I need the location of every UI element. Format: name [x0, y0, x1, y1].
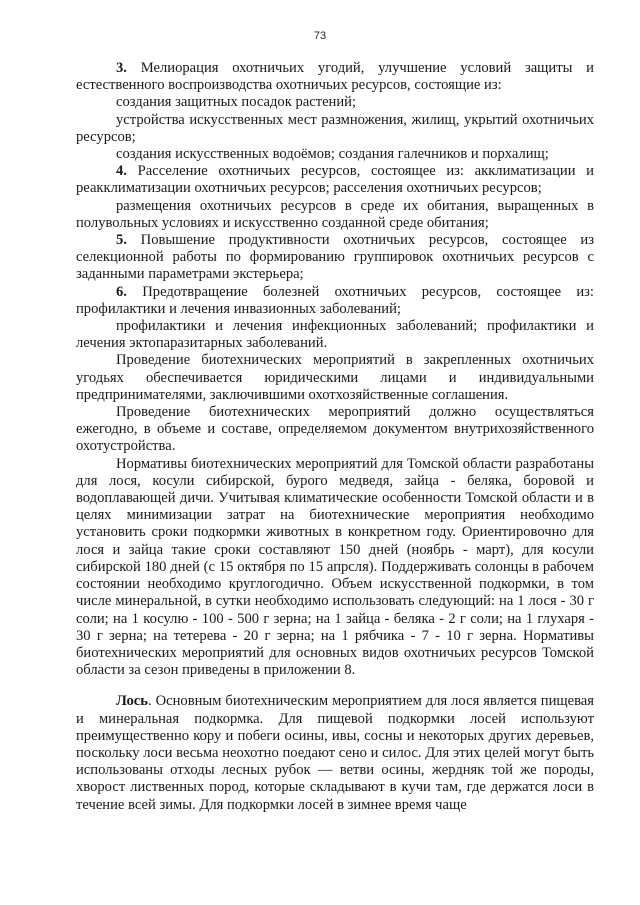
paragraph-subitem: создания защитных посадок растений; — [116, 94, 357, 111]
section-gap — [76, 679, 594, 693]
paragraph-moose — [76, 693, 594, 813]
paragraph-norms: Нормативы биотехнических мероприятий для Томской области разработаны для лося, косули сибирской, бурого медведя, зайца - беляка, боровой и водоплавающей дичи. Учитывая климатические особенности Томской области и в целях минимизации затрат на биотехнические мероприятия необходимо установить сроки подкормки животных в конкретном году. Ориентировочно для лося и зайца такие сроки составляют 150 дней (ноябрь - март), для косули сибирской 180 дней (с 15 октября по 15 апрсля). Поддерживать солонцы в рабочем состоянии необходимо круглогодично. Объем искусственной подкормки, в том числе минеральной, в сутки необходимо использовать следующий: на 1 лося - 30 г соли; на 1 косулю - 100 - 500 г зерна; на 1 зайца - беляка - 2 г соли; на 1 глухаря - 30 г зерна; на тетерева - 20 г зерна; на 1 рябчика - 7 - 10 г зерна. Нормативы биотехнических мероприятий для основных видов охотничьих ресурсов Томской области за сезон приведены в приложении 8. — [76, 455, 594, 679]
document-body — [76, 60, 594, 814]
paragraph: Проведение биотехнических мероприятий в закрепленных охотничьих угодьях обеспечивается юридическими лицами и индивидуальными предпринимателями, заключившими охотхозяйственные соглашения. — [76, 352, 594, 403]
paragraph-subitem: устройства искусственных мест размножения, жилищ, укрытий охотничьих ресурсов; — [76, 111, 594, 145]
paragraph-text: . Основным биотехническим мероприятием для лося является пищевая и минеральная подкормка. Для пищевой подкормки лосей используют преимущественно кору и побеги осины, ивы, сосны и некоторых других деревьев, поскольку лоси весьма неохотно поедают сено и силос. Для этих целей могут быть использованы отходы лесных рубок — ветви осины, жердняк той же породы, хворост лиственных пород, которые складывают в кучи там, где держатся лоси в течение всей зимы. Для подкормки лосей в зимнее время чаще — [76, 693, 594, 813]
paragraph-text: Расселение охотничьих ресурсов, состоящее из: акклиматизации и реакклиматизации охотничьих ресурсов; расселения охотничьих ресурсов; — [76, 163, 594, 197]
paragraph-subitem: создания искусственных водоёмов; создания галечников и порхалищ; — [116, 146, 549, 163]
paragraph-subitem: профилактики и лечения инфекционных заболеваний; профилактики и лечения эктопаразитарных заболеваний. — [76, 318, 594, 352]
item-number: 6. — [116, 283, 127, 300]
paragraph-item-4 — [76, 163, 594, 197]
page-number: 73 — [313, 30, 327, 42]
paragraph-item-3 — [76, 60, 594, 94]
item-number: 3. — [116, 60, 127, 76]
item-number: 4. — [116, 163, 127, 180]
paragraph-subitem: размещения охотничьих ресурсов в среде их обитания, выращенных в полувольных условиях и искусственно созданной среде обитания; — [76, 197, 594, 231]
paragraph: Проведение биотехнических мероприятий должно осуществляться ежегодно, в объеме и составе, определяемом документом внутрихозяйственного охотустройства. — [76, 404, 594, 455]
section-term: Лось — [116, 693, 149, 710]
item-number: 5. — [116, 232, 127, 249]
paragraph-item-6 — [76, 284, 594, 318]
paragraph-item-5 — [76, 232, 594, 284]
paragraph-text: Повышение продуктивности охотничьих ресурсов, состоящее из селекционной работы по формированию группировок охотничьих ресурсов с заданными параметрами экстерьера; — [76, 232, 594, 283]
paragraph-text: Мелиорация охотничьих угодий, улучшение условий защиты и естественного воспроизводства охотничьих ресурсов, состоящие из: — [76, 60, 594, 94]
paragraph-text: Предотвращение болезней охотничьих ресурсов, состоящее из: профилактики и лечения инвазионных заболеваний; — [76, 283, 594, 317]
